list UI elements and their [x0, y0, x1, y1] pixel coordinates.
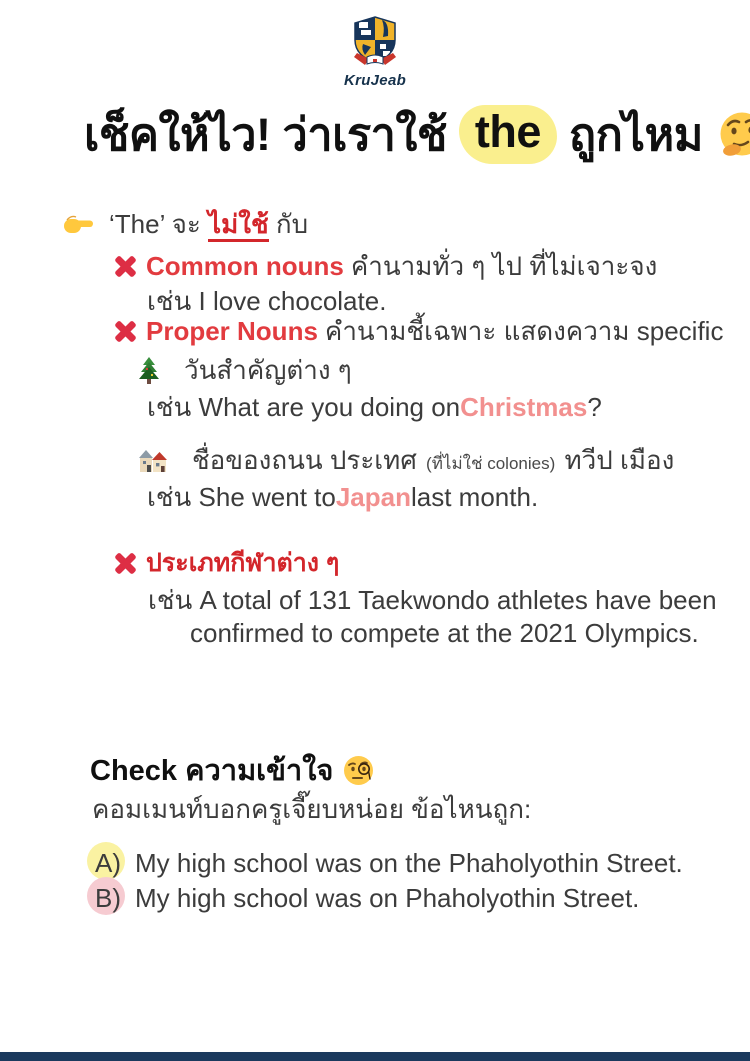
- cross-mark-icon: [112, 550, 139, 577]
- title-text-post: ถูกไหม: [568, 109, 703, 160]
- christmas-tree-icon: [138, 357, 160, 384]
- rule-common-description: คำนามทั่ว ๆ ไป ที่ไม่เจาะจง: [350, 251, 658, 281]
- brand-logo: [0, 16, 750, 89]
- page-title: [84, 98, 750, 170]
- thinking-face-icon: [719, 111, 750, 157]
- sub-rule-places: [138, 444, 674, 477]
- brand-name: KruJeab: [343, 72, 407, 89]
- example-christmas-highlight: Christmas: [460, 392, 588, 422]
- example-christmas-pre: เช่น What are you doing on: [147, 392, 461, 422]
- example-sports-line1: เช่น A total of 131 Taekwondo athletes have been: [148, 585, 717, 615]
- rule-proper-nouns: [112, 315, 723, 348]
- intro-line: [63, 208, 308, 241]
- sub-rule-days: [138, 354, 352, 387]
- option-a-text: My high school was on the Phaholyothin Street.: [135, 848, 683, 878]
- example-japan-highlight: Japan: [335, 482, 411, 512]
- option-b-marker: B): [95, 883, 135, 914]
- option-a-marker: A): [95, 848, 135, 879]
- rule-sports-title: ประเภทกีฬาต่าง ๆ: [146, 549, 340, 577]
- title-highlighted-word: the: [459, 105, 557, 164]
- option-b-text: My high school was on Phaholyothin Street.: [135, 883, 640, 913]
- example-christmas-post: ?: [587, 392, 602, 422]
- sub-places-label: [192, 444, 674, 477]
- option-a: [95, 848, 683, 879]
- pointing-right-hand-icon: [63, 212, 95, 236]
- example-japan: [147, 481, 538, 514]
- intro-text-pre: ‘The’ จะ: [109, 209, 201, 239]
- example-chocolate: เช่น I love chocolate.: [147, 286, 387, 316]
- option-b: [95, 883, 639, 914]
- sub-days-label: วันสำคัญต่าง ๆ: [184, 355, 352, 385]
- rule-sports: [112, 548, 339, 579]
- example-christmas: [147, 391, 602, 424]
- intro-emphasis: ไม่ใช้: [208, 209, 269, 242]
- title-text-pre: เช็คให้ไว! ว่าเราใช้: [84, 109, 447, 160]
- footer-bar: [0, 1052, 750, 1061]
- intro-text-post: กับ: [275, 209, 309, 239]
- krujeab-crest-icon: [349, 16, 401, 66]
- sub-places-note: (ที่ไม่ใช่ colonies): [426, 454, 556, 473]
- intro-text: [109, 208, 308, 241]
- check-prompt: คอมเมนท์บอกครูเจี๊ยบหน่อย ข้อไหนถูก:: [92, 794, 532, 824]
- rule-proper-title: Proper Nouns: [146, 316, 318, 346]
- example-sports-line2: confirmed to compete at the 2021 Olympics.: [190, 618, 699, 648]
- check-heading: [90, 747, 374, 793]
- rule-common-title: Common nouns: [146, 251, 344, 281]
- sub-places-label-pre: ชื่อของถนน ประเทศ: [192, 445, 425, 475]
- example-japan-post: last month.: [411, 482, 539, 512]
- sub-places-label-post: ทวีป เมือง: [564, 445, 675, 475]
- monocle-face-icon: [343, 755, 374, 786]
- rule-proper-description: คำนามชี้เฉพาะ แสดงความ specific: [324, 316, 724, 346]
- example-japan-pre: เช่น She went to: [147, 482, 336, 512]
- cross-mark-icon: [112, 253, 139, 280]
- houses-icon: [138, 447, 168, 473]
- check-heading-text: Check ความเข้าใจ: [90, 755, 334, 787]
- rule-common-nouns: [112, 250, 657, 283]
- cross-mark-icon: [112, 318, 139, 345]
